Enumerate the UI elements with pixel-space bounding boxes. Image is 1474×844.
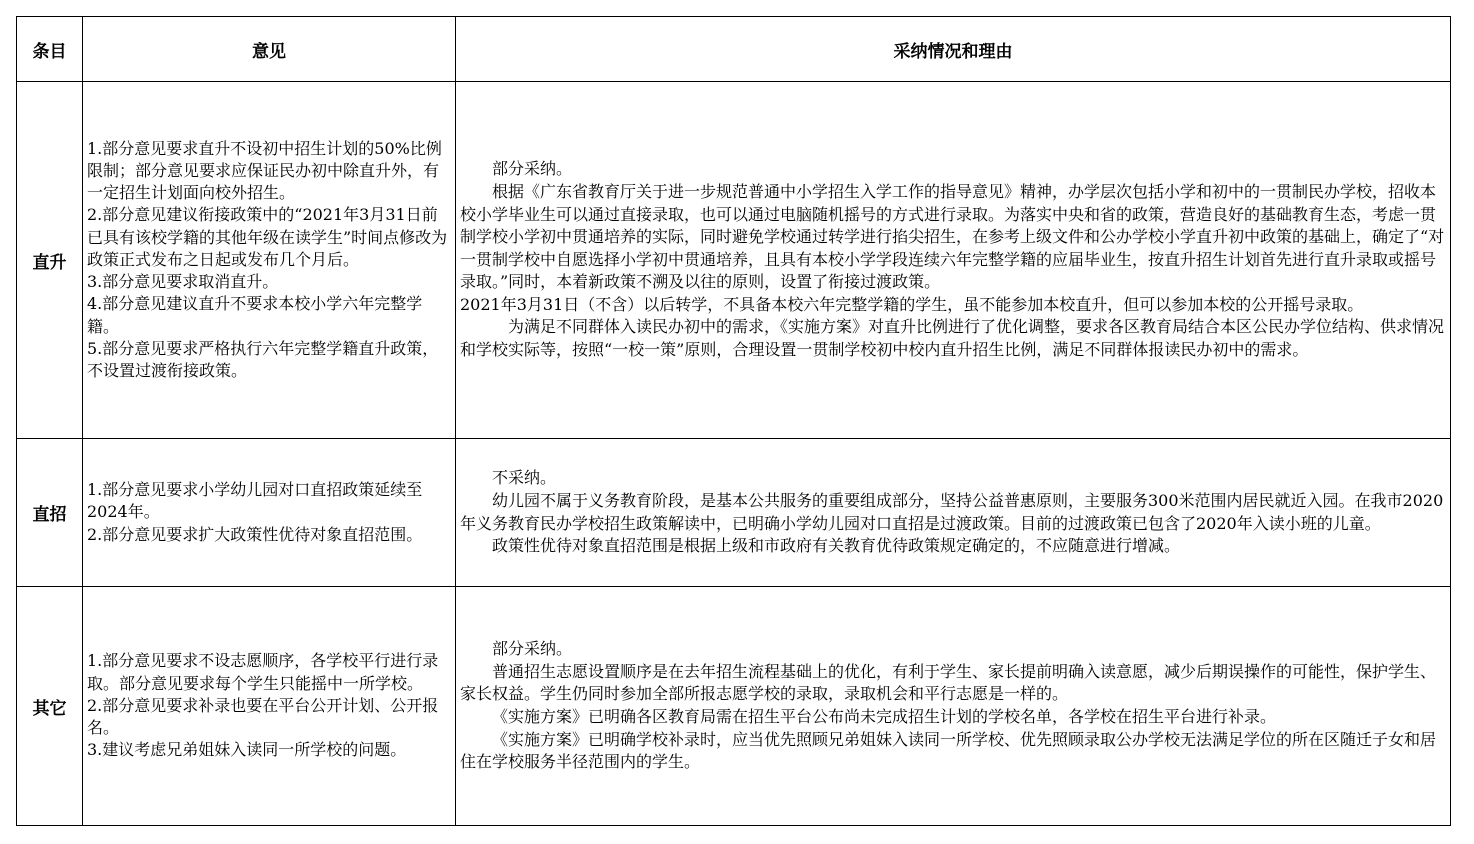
- opinion-item: 1.部分意见要求直升不设初中招生计划的50%比例限制；部分意见要求应保证民办初中除直升外，有一定招生计划面向校外招生。: [87, 138, 442, 203]
- opinion-item: 5.部分意见要求严格执行六年完整学籍直升政策，不设置过渡衔接政策。: [87, 338, 439, 380]
- response-paragraph: 《实施方案》已明确学校补录时，应当优先照顾兄弟姐妹入读同一所学校、优先照顾录取公办学校无法满足学位的所在区随迁子女和居住在学校服务半径范围内的学生。: [460, 729, 1437, 772]
- opinion-item: 1.部分意见要求不设志愿顺序，各学校平行进行录取。部分意见要求每个学生只能摇中一所学校。: [87, 651, 439, 693]
- table-row-zhizhao: [17, 439, 1451, 587]
- response-cell: [456, 82, 1451, 439]
- header-row: [17, 17, 1451, 82]
- opinion-item: 4.部分意见建议直升不要求本校小学六年完整学籍。: [87, 294, 423, 336]
- table-row-zhisheng: [17, 82, 1451, 439]
- response-paragraph: 不采纳。: [492, 468, 557, 488]
- opinion-item: 3.建议考虑兄弟姐妹入读同一所学校的问题。: [87, 740, 407, 760]
- category-cell: 其它: [17, 587, 83, 826]
- opinion-item: 2.部分意见要求补录也要在平台公开计划、公开报名。: [87, 695, 439, 738]
- opinion-item: 2.部分意见建议衔接政策中的“2021年3月31日前已具有该校学籍的其他年级在读学生”时间点修改为政策正式发布之日起或发布几个月后。: [87, 205, 448, 269]
- header-item: 条目: [17, 17, 83, 82]
- response-paragraph: 幼儿园不属于义务教育阶段，是基本公共服务的重要组成部分，坚持公益普惠原则，主要服务300米范围内居民就近入园。在我市2020年义务教育民办学校招生政策解读中，已明确小学幼儿园对口直招是过渡政策。目前的过渡政策已包含了2020年入读小班的儿童。: [460, 490, 1444, 533]
- response-cell: [456, 587, 1451, 826]
- opinion-item: 1.部分意见要求小学幼儿园对口直招政策延续至2024年。: [87, 480, 423, 522]
- header-opinion: 意见: [83, 17, 456, 82]
- response-paragraph: 《实施方案》已明确各区教育局需在招生平台公布尚未完成招生计划的学校名单，各学校在招生平台进行补录。: [492, 707, 1277, 726]
- opinion-item: 3.部分意见要求取消直升。: [87, 272, 279, 292]
- response-paragraph: 2021年3月31日（不含）以后转学，不具备本校六年完整学籍的学生，虽不能参加本校直升，但可以参加本校的公开摇号录取。: [460, 294, 1364, 314]
- opinion-item: 2.部分意见要求扩大政策性优待对象直招范围。: [87, 524, 423, 544]
- table-row-qita: [17, 587, 1451, 826]
- opinion-cell: [83, 439, 456, 587]
- response-paragraph: 普通招生志愿设置顺序是在去年招生流程基础上的优化，有利于学生、家长提前明确入读意愿，减少后期误操作的可能性，保护学生、家长权益。学生仍同时参加全部所报志愿学校的录取，录取机会和平行志愿是一样的。: [460, 661, 1437, 704]
- category-cell: 直招: [17, 439, 83, 587]
- header-response: 采纳情况和理由: [456, 17, 1451, 82]
- response-paragraph: 为满足不同群体入读民办初中的需求，《实施方案》对直升比例进行了优化调整，要求各区教育局结合本区公民办学位结构、供求情况和学校实际等，按照“一校一策”原则，合理设置一贯制学校初中校内直升招生比例，满足不同群体报读民办初中的需求。: [460, 317, 1445, 360]
- response-cell: [456, 439, 1451, 587]
- opinion-cell: [83, 82, 456, 439]
- opinion-cell: [83, 587, 456, 826]
- response-paragraph: 部分采纳。: [492, 639, 573, 659]
- response-paragraph: 部分采纳。: [492, 159, 573, 179]
- response-paragraph: 政策性优待对象直招范围是根据上级和市政府有关教育优待政策规定确定的，不应随意进行增减。: [492, 536, 1181, 556]
- category-cell: 直升: [17, 82, 83, 439]
- opinion-feedback-table: [16, 16, 1451, 826]
- response-paragraph: 根据《广东省教育厅关于进一步规范普通中小学招生入学工作的指导意见》精神，办学层次包括小学和初中的一贯制民办学校，招收本校小学毕业生可以通过直接录取，也可以通过电脑随机摇号的方式进行录取。为落实中央和省的政策，营造良好的基础教育生态，考虑一贯制学校小学初中贯通培养的实际，同时避免学校通过转学进行掐尖招生，在参考上级文件和公办学校小学直升初中政策的基础上，确定了“对一贯制学校中自愿选择小学初中贯通培养，且具有本校小学学段连续六年完整学籍的应届毕业生，按直升招生计划首先进行直升录取或摇号录取。”同时，本着新政策不溯及以往的原则，设置了衔接过渡政策。: [460, 181, 1445, 292]
